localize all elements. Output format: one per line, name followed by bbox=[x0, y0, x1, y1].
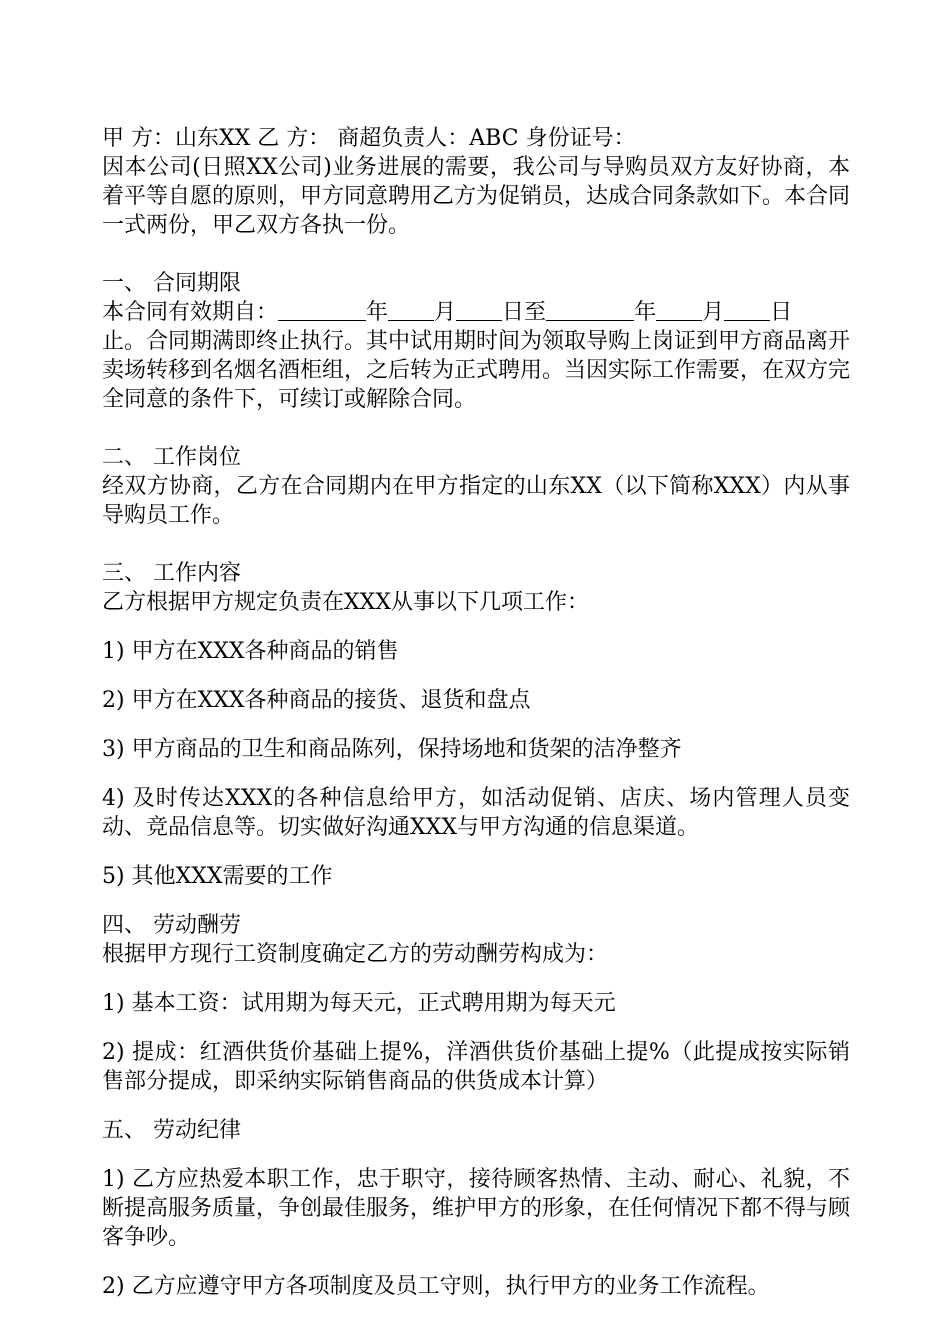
spacer bbox=[102, 1145, 850, 1165]
section-2-title: 二、 工作岗位 bbox=[102, 445, 241, 470]
month-label: 月 bbox=[702, 300, 725, 325]
contract-document bbox=[102, 124, 850, 1301]
section-5-title: 五、 劳动纪律 bbox=[102, 1118, 241, 1143]
day-to-label: 日至 bbox=[502, 300, 547, 325]
end-year-blank[interactable] bbox=[546, 300, 634, 321]
spacer bbox=[102, 969, 850, 989]
start-year-blank[interactable] bbox=[278, 300, 366, 321]
spacer bbox=[102, 764, 850, 784]
spacer bbox=[102, 1252, 850, 1272]
section-3-intro: 乙方根据甲方规定负责在XXX从事以下几项工作： bbox=[102, 590, 589, 615]
list-item: 1) 乙方应热爱本职工作，忠于职守，接待顾客热情、主动、耐心、礼貌，不断提高服务质量，争创最佳服务，维护甲方的形象，在任何情况下都不得与顾客争吵。 bbox=[102, 1167, 851, 1250]
spacer bbox=[102, 842, 850, 862]
day-label: 日 bbox=[770, 300, 793, 325]
intro-paragraph: 因本公司(日照XX公司)业务进展的需要，我公司与导购员双方友好协商，本着平等自愿的原则，甲方同意聘用乙方为促销员，达成合同条款如下。本合同一式两份，甲乙双方各执一份。 bbox=[102, 155, 851, 238]
section-2-body: 经双方协商，乙方在合同期内在甲方指定的山东XX（以下简称XXX）内从事导购员工作。 bbox=[102, 474, 850, 528]
list-item: 5) 其他XXX需要的工作 bbox=[102, 864, 333, 889]
list-item: 4) 及时传达XXX的各种信息给甲方，如活动促销、店庆、场内管理人员变动、竞品信息等。切实做好沟通XXX与甲方沟通的信息渠道。 bbox=[102, 786, 850, 840]
month-label: 月 bbox=[434, 300, 457, 325]
section-4-title: 四、 劳动酬劳 bbox=[102, 913, 241, 938]
spacer bbox=[102, 240, 850, 269]
spacer bbox=[102, 617, 850, 637]
spacer bbox=[102, 530, 850, 559]
list-item: 2) 提成：红酒供货价基础上提%，洋酒供货价基础上提%（此提成按实际销售部分提成，即采纳实际销售商品的供货成本计算） bbox=[102, 1040, 850, 1094]
start-day-blank[interactable] bbox=[456, 300, 502, 321]
list-item: 3) 甲方商品的卫生和商品陈列，保持场地和货架的洁净整齐 bbox=[102, 737, 682, 762]
spacer bbox=[102, 414, 850, 443]
end-month-blank[interactable] bbox=[656, 300, 702, 321]
end-day-blank[interactable] bbox=[724, 300, 770, 321]
spacer bbox=[102, 1096, 850, 1116]
list-item: 1) 甲方在XXX各种商品的销售 bbox=[102, 639, 399, 664]
spacer bbox=[102, 891, 850, 911]
section-3-title: 三、 工作内容 bbox=[102, 561, 241, 586]
period-prefix: 本合同有效期自： bbox=[102, 300, 279, 325]
list-item: 2) 甲方在XXX各种商品的接货、退货和盘点 bbox=[102, 688, 531, 713]
section-4-intro: 根据甲方现行工资制度确定乙方的劳动酬劳构成为： bbox=[102, 942, 609, 967]
spacer bbox=[102, 1018, 850, 1038]
year-label: 年 bbox=[366, 300, 389, 325]
start-month-blank[interactable] bbox=[388, 300, 434, 321]
contract-period-line bbox=[102, 298, 850, 327]
parties-line: 甲 方：山东XX 乙 方： 商超负责人：ABC 身份证号： bbox=[102, 126, 636, 151]
list-item: 1) 基本工资：试用期为每天元，正式聘用期为每天元 bbox=[102, 991, 616, 1016]
section-1-body: 止。合同期满即终止执行。其中试用期时间为领取导购上岗证到甲方商品离开卖场转移到名烟名酒柜组，之后转为正式聘用。当因实际工作需要，在双方完全同意的条件下，可续订或解除合同。 bbox=[102, 329, 851, 412]
year-label: 年 bbox=[634, 300, 657, 325]
spacer bbox=[102, 666, 850, 686]
section-1-title: 一、 合同期限 bbox=[102, 271, 241, 296]
spacer bbox=[102, 715, 850, 735]
list-item: 2) 乙方应遵守甲方各项制度及员工守则，执行甲方的业务工作流程。 bbox=[102, 1274, 770, 1299]
